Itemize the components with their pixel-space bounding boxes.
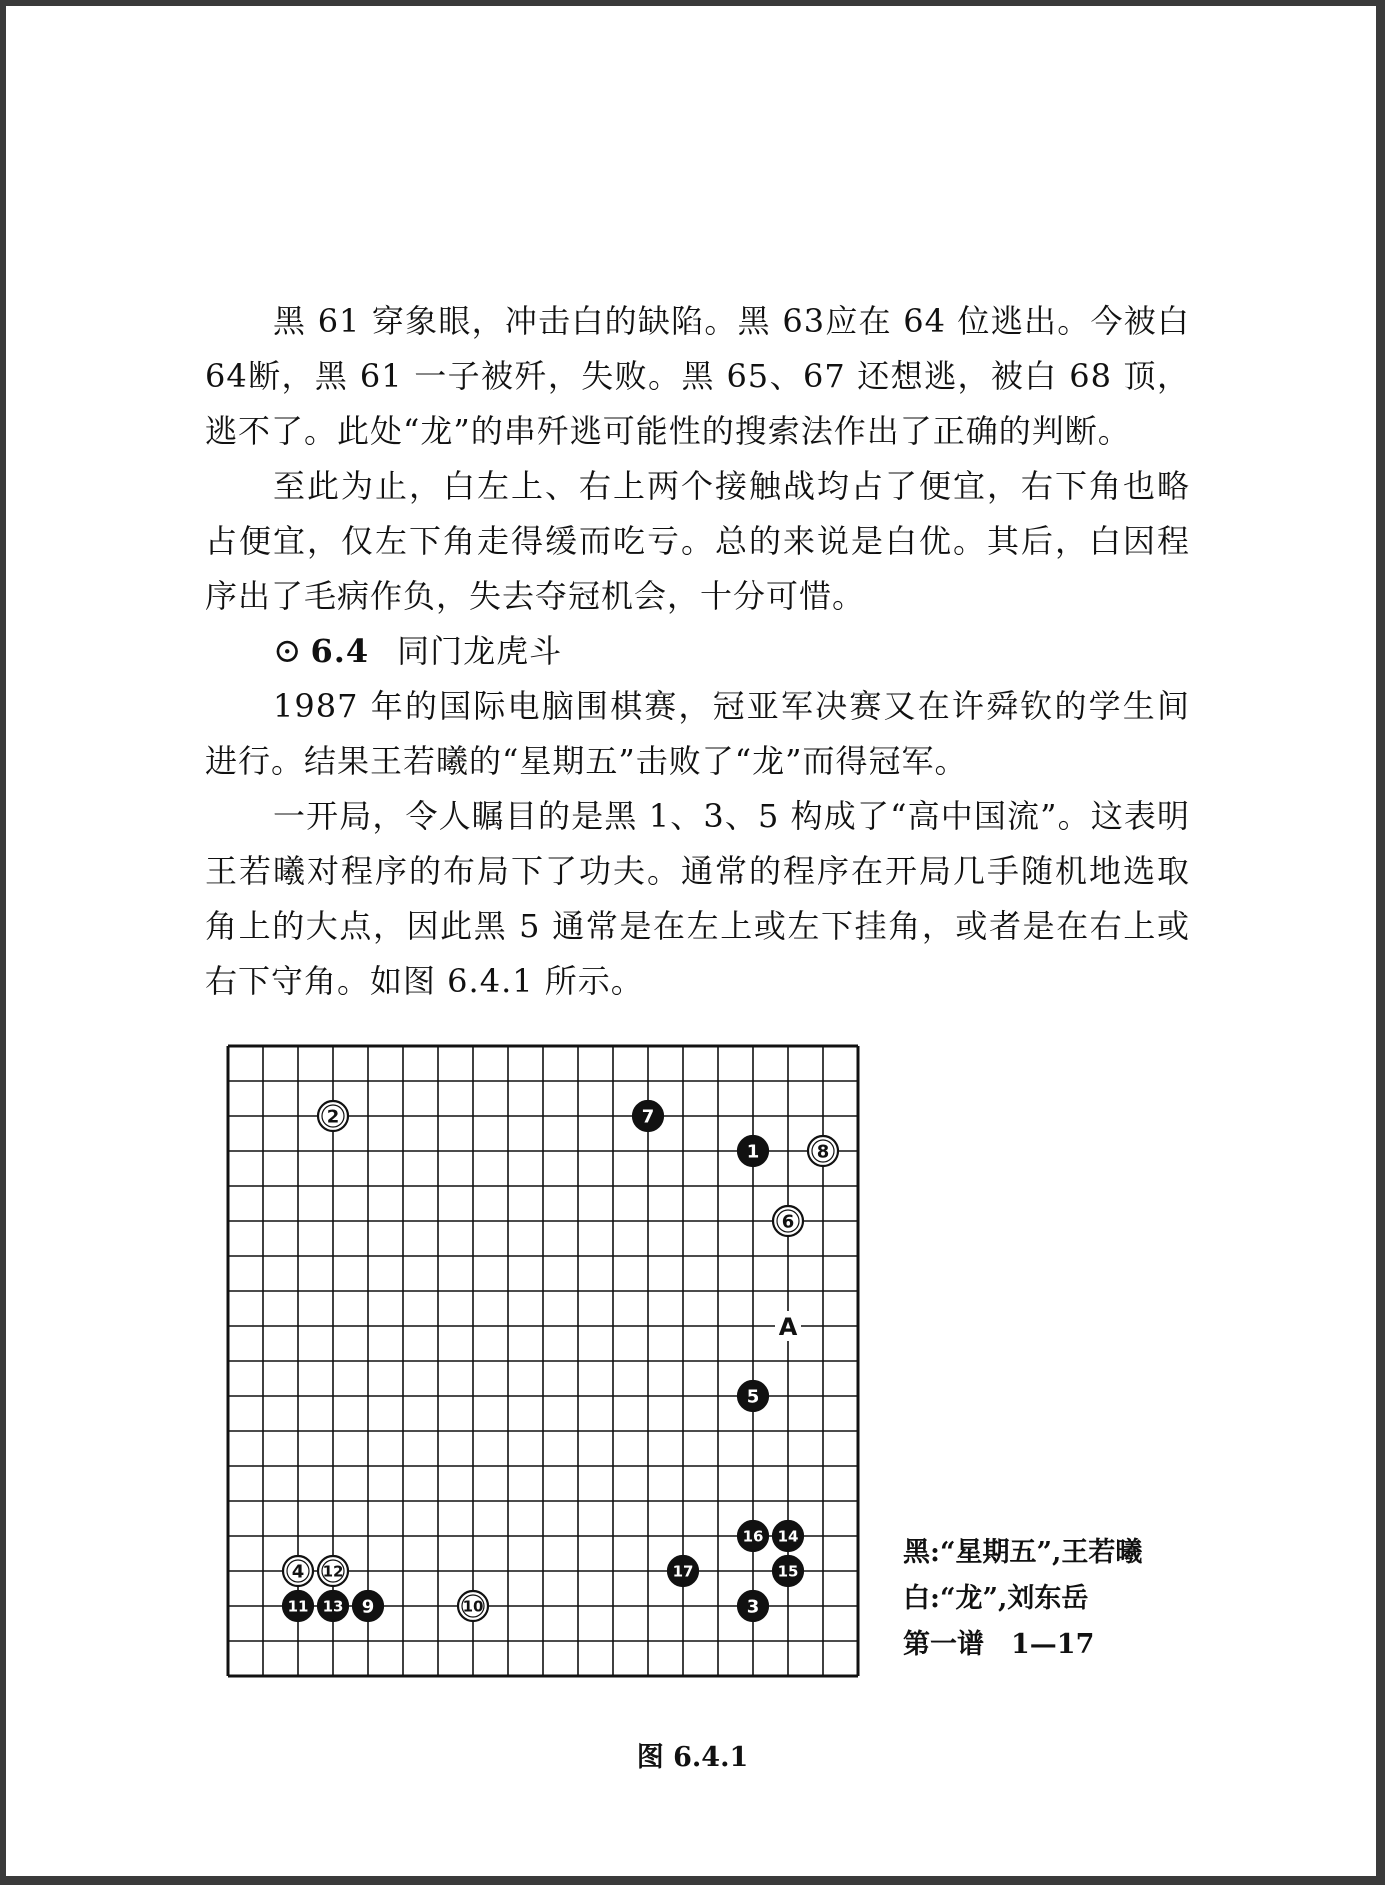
stone-move-number: 6 bbox=[781, 1211, 795, 1233]
black-stone bbox=[353, 1591, 383, 1621]
black-stone bbox=[318, 1591, 348, 1621]
legend-black-player: 黑:“星期五”,王若曦 bbox=[903, 1537, 1143, 1568]
legend-move-range: 第一谱 1—17 bbox=[903, 1629, 1095, 1660]
stone-move-number: 4 bbox=[291, 1561, 305, 1583]
board-mark-label: A bbox=[778, 1313, 798, 1341]
stone-move-number: 9 bbox=[361, 1596, 375, 1618]
black-stone bbox=[738, 1591, 768, 1621]
paragraph: 至此为止，白左上、右上两个接触战均占了便宜，右下角也略占便宜，仅左下角走得缓而吃亏。总的来说是白优。其后，白因程序出了毛病作负，失去夺冠机会，十分可惜。 bbox=[205, 467, 1190, 615]
go-board-diagram bbox=[224, 1042, 864, 1682]
paragraph: 1987 年的国际电脑围棋赛，冠亚军决赛又在许舜钦的学生间进行。结果王若曦的“星期五”击败了“龙”而得冠军。 bbox=[205, 687, 1190, 780]
stone-move-number: 15 bbox=[777, 1562, 799, 1581]
stone-move-number: 3 bbox=[746, 1596, 760, 1618]
game-legend bbox=[903, 1530, 1142, 1668]
white-stone bbox=[458, 1591, 488, 1621]
body-text bbox=[205, 294, 1190, 1009]
white-stone bbox=[808, 1136, 838, 1166]
stone-move-number: 17 bbox=[672, 1562, 694, 1581]
section-mark-icon: ⊙ bbox=[273, 631, 303, 671]
stone-move-number: 10 bbox=[462, 1597, 484, 1616]
white-stone bbox=[318, 1556, 348, 1586]
black-stone bbox=[738, 1136, 768, 1166]
stone-move-number: 1 bbox=[746, 1141, 760, 1163]
black-stone bbox=[738, 1521, 768, 1551]
stone-move-number: 13 bbox=[322, 1597, 344, 1616]
stone-move-number: 11 bbox=[287, 1597, 309, 1616]
stone-move-number: 7 bbox=[641, 1106, 655, 1128]
stone-move-number: 2 bbox=[326, 1106, 340, 1128]
white-stone bbox=[318, 1101, 348, 1131]
white-stone bbox=[773, 1206, 803, 1236]
black-stone bbox=[668, 1556, 698, 1586]
black-stone bbox=[773, 1521, 803, 1551]
paragraph: 一开局，令人瞩目的是黑 1、3、5 构成了“高中国流”。这表明王若曦对程序的布局下了功夫。通常的程序在开局几手随机地选取角上的大点，因此黑 5 通常是在左上或左下挂角，或者是在右上或右下守角。如图 6.4.1 所示。 bbox=[205, 797, 1190, 1000]
stone-move-number: 5 bbox=[746, 1386, 760, 1408]
black-stone bbox=[773, 1556, 803, 1586]
black-stone bbox=[633, 1101, 663, 1131]
stone-move-number: 12 bbox=[322, 1562, 344, 1581]
white-stone bbox=[283, 1556, 313, 1586]
paragraph: 黑 61 穿象眼，冲击白的缺陷。黑 63应在 64 位逃出。今被白 64断，黑 61 一子被歼，失败。黑 65、67 还想逃，被白 68 顶，逃不了。此处“龙”的串歼逃可能性的搜索法作出了正确的判断。 bbox=[205, 302, 1190, 450]
stone-move-number: 14 bbox=[777, 1527, 799, 1546]
section-number: 6.4 bbox=[310, 632, 370, 670]
stone-move-number: 8 bbox=[816, 1141, 830, 1163]
section-title: 同门龙虎斗 bbox=[397, 632, 563, 670]
figure-caption: 图 6.4.1 bbox=[636, 1742, 749, 1773]
black-stone bbox=[738, 1381, 768, 1411]
legend-white-player: 白:“龙”,刘东岳 bbox=[903, 1583, 1089, 1614]
black-stone bbox=[283, 1591, 313, 1621]
stone-move-number: 16 bbox=[742, 1527, 764, 1546]
section-heading bbox=[205, 624, 1190, 679]
